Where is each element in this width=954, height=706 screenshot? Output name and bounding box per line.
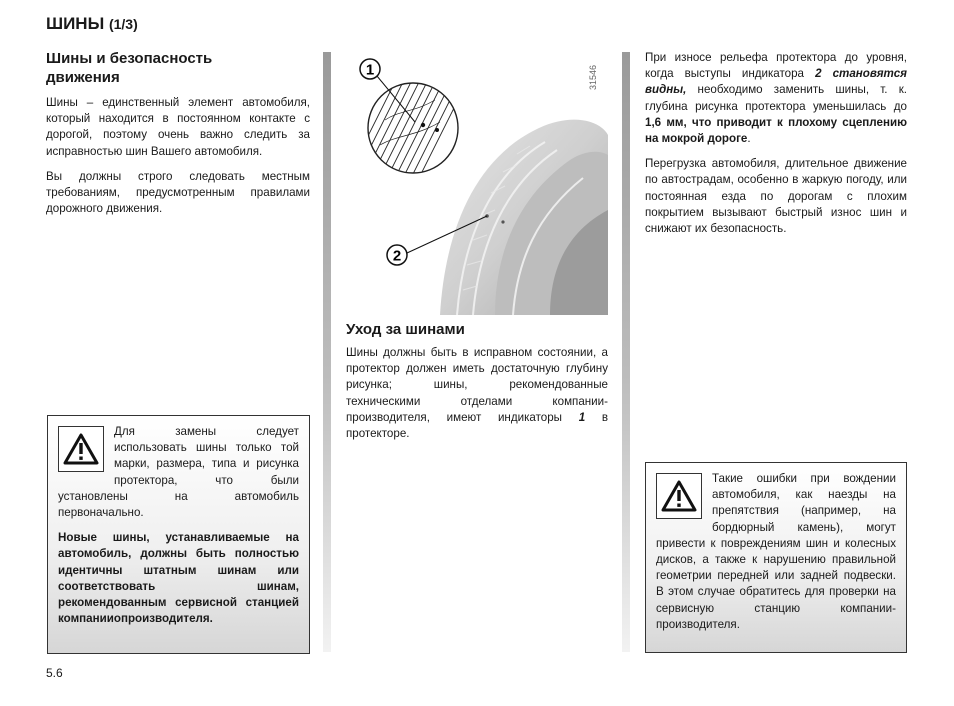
overload-paragraph: Перегрузка автомобиля, длительное движение по автострадам, особенно в жаркую погоду, или постоянная езда по дорогам с плохим покрытием вызывают быстрый износ шин и снижают их безопасность. [645, 157, 907, 236]
right-column [645, 50, 907, 237]
section-heading-safety: Шины и безопасность движения [46, 50, 213, 86]
driving-errors-warning-box [645, 462, 907, 653]
replacement-warning-text: Для замены следует использовать шины только той марки, размера, типа и рисунка протектора, что были установлены на автомобиль первоначально. [58, 425, 299, 520]
figure-label-1: 1 [365, 61, 375, 79]
warning-triangle-icon [58, 426, 104, 472]
page-title: ШИНЫ (1/3) [46, 14, 138, 33]
figure-code: 31546 [588, 64, 598, 90]
replacement-warning-bold-text: Новые шины, устанавливаемые на автомобиль, должны быть полностью идентичны штатным шинам или соответствовать шинам, рекомендованным сервисной станцией компанииопроизводителя. [58, 531, 299, 626]
indicator-ref-1: 1 [578, 410, 586, 424]
warning-triangle-icon [656, 473, 702, 519]
middle-column [346, 320, 608, 442]
replacement-warning-box [47, 415, 310, 654]
safety-paragraph-1: Шины – единственный элемент автомобиля, который находится в постоянном контакте с дорогой, поэтому очень важно следить за исправностью шин Вашего автомобиля. [46, 96, 310, 158]
care-paragraph: Шины должны быть в исправном состоянии, а протектор должен иметь достаточную глубину рисунка; шины, рекомендованные техническими отделами компании-производителя, имеют индикаторы 1 в протекторе. [346, 346, 608, 441]
title-part-indicator: (1/3) [108, 16, 138, 32]
driving-errors-warning-text: Такие ошибки при вождении автомобиля, как наезды на препятствия (например, на бордюрный камень), могут привести к повреждениям шин и колесных дисков, а также к нарушению правильной геометрии передней или задней подвески. В этом случае обратитесь для проверки на сервисную станцию компании-производителя. [656, 472, 896, 631]
safety-paragraph-2: Вы должны строго следовать местным требованиям, предусмотренным правилами дорожного движения. [46, 169, 310, 216]
page-number: 5.6 [46, 666, 63, 680]
column-divider-left [323, 52, 331, 652]
tire-illustration [345, 50, 608, 315]
column-divider-right [622, 52, 630, 652]
figure-label-2: 2 [392, 247, 402, 265]
left-column [46, 49, 310, 217]
wear-paragraph: При износе рельефа протектора до уровня, когда выступы индикатора 2 становятся видны, необходимо заменить шины, т. к. глубина рисунка протектора уменьшилась до 1,6 мм, что приводит к плохому сцеплению на мокрой дороге. [645, 51, 907, 146]
section-heading-care: Уход за шинами [346, 321, 465, 338]
